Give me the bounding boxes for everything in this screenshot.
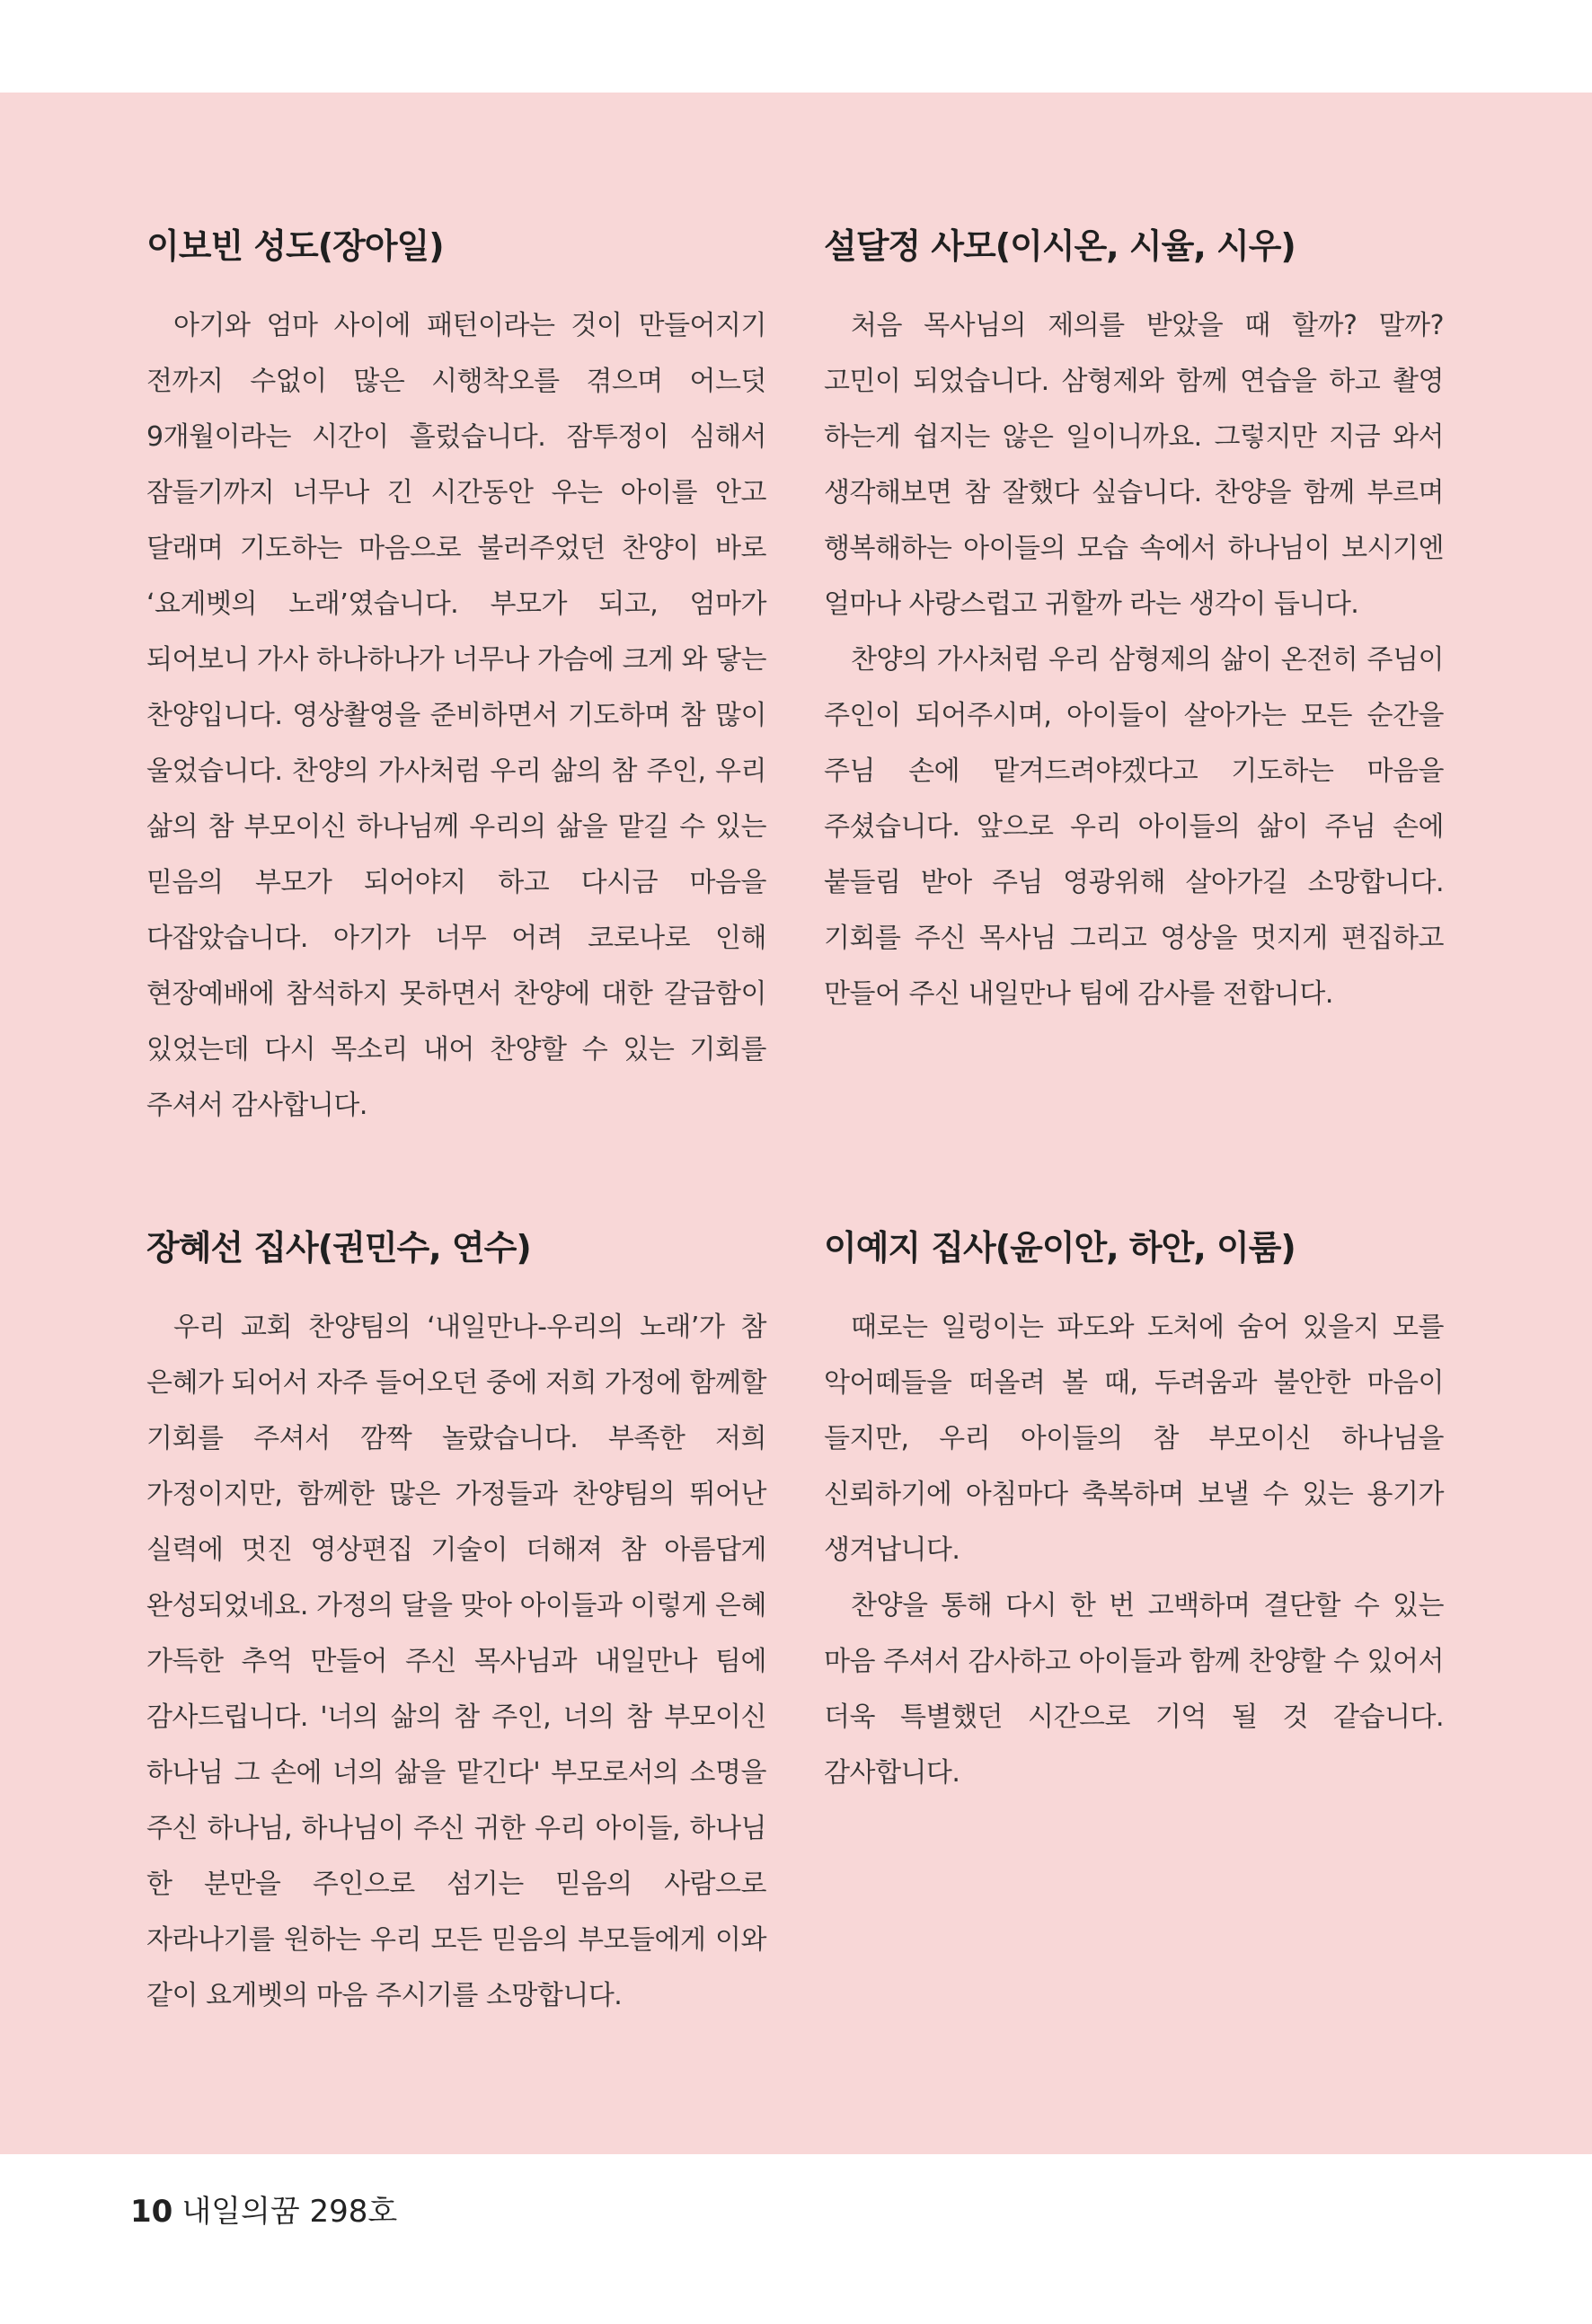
section-title: 이예지 집사(윤이안, 하안, 이룸) [824, 1228, 1296, 1268]
section-body-paragraph-2: 찬양의 가사처럼 우리 삼형제의 삶이 온전히 주님이 주인이 되어주시며, 아이들이 살아가는 모든 순간을 주님 손에 맡겨드려야겠다고 기도하는 마음을 주셨습니다. 앞으로 우리 아이들의 삶이 주님 손에 붙들림 받아 주님 영광위해 살아가길 소망합니다. 기회를 주신 목사님 그리고 영상을 멋지게 편집하고 만들어 주신 내일만나 팀에 감사를 전합니다. [824, 644, 1444, 1010]
testimony-section [824, 1226, 1444, 1801]
section-body: 우리 교회 찬양팀의 ‘내일만나-우리의 노래’가 참 은혜가 되어서 자주 들어오던 중에 저희 가정에 함께할 기회를 주셔서 깜짝 놀랐습니다. 부족한 저희 가정이지만, 함께한 많은 가정들과 찬양팀의 뛰어난 실력에 멋진 영상편집 기술이 더해져 참 아름답게 완성되었네요. 가정의 달을 맞아 아이들과 이렇게 은혜 가득한 추억 만들어 주신 목사님과 내일만나 팀에 감사드립니다. '너의 삶의 참 주인, 너의 참 부모이신 하나님 그 손에 너의 삶을 맡긴다' 부모로서의 소명을 주신 하나님, 하나님이 주신 귀한 우리 아이들, 하나님 한 분만을 주인으로 섬기는 믿음의 사람으로 자라나기를 원하는 우리 모든 믿음의 부모들에게 이와 같이 요게벳의 마음 주시기를 소망합니다. [146, 1312, 766, 2011]
testimony-section [146, 1226, 766, 2024]
section-body-paragraph-2: 찬양을 통해 다시 한 번 고백하며 결단할 수 있는 마음 주셔서 감사하고 아이들과 함께 찬양할 수 있어서 더욱 특별했던 시간으로 기억 될 것 같습니다. 감사합니다. [824, 1590, 1444, 1789]
publication-name: 내일의꿈 298호 [181, 2194, 398, 2230]
page-number: 10 [130, 2194, 173, 2230]
section-body: 처음 목사님의 제의를 받았을 때 할까? 말까? 고민이 되었습니다. 삼형제와 함께 연습을 하고 촬영 하는게 쉽지는 않은 일이니까요. 그렇지만 지금 와서 생각해보면 참 잘했다 싶습니다. 찬양을 함께 부르며 행복해하는 아이들의 모습 속에서 하나님이 보시기엔 얼마나 사랑스럽고 귀할까 라는 생각이 듭니다. [824, 310, 1444, 620]
section-title: 설달정 사모(이시온, 시율, 시우) [824, 226, 1296, 266]
section-title: 이보빈 성도(장아일) [146, 226, 444, 266]
page-footer [130, 2192, 397, 2231]
section-title: 장혜선 집사(권민수, 연수) [146, 1228, 531, 1268]
section-body: 아기와 엄마 사이에 패턴이라는 것이 만들어지기 전까지 수없이 많은 시행착오를 겪으며 어느덧 9개월이라는 시간이 흘렀습니다. 잠투정이 심해서 잠들기까지 너무나 긴 시간동안 우는 아이를 안고 달래며 기도하는 마음으로 불러주었던 찬양이 바로 ‘요게벳의 노래’였습니다. 부모가 되고, 엄마가 되어보니 가사 하나하나가 너무나 가슴에 크게 와 닿는 찬양입니다. 영상촬영을 준비하면서 기도하며 참 많이 울었습니다. 찬양의 가사처럼 우리 삶의 참 주인, 우리 삶의 참 부모이신 하나님께 우리의 삶을 맡길 수 있는 믿음의 부모가 되어야지 하고 다시금 마음을 다잡았습니다. 아기가 너무 어려 코로나로 인해 현장예배에 참석하지 못하면서 찬양에 대한 갈급함이 있었는데 다시 목소리 내어 찬양할 수 있는 기회를 주셔서 감사합니다. [146, 310, 766, 1121]
testimony-section [824, 225, 1444, 1022]
testimony-section [146, 225, 766, 1134]
section-body: 때로는 일렁이는 파도와 도처에 숨어 있을지 모를 악어떼들을 떠올려 볼 때, 두려움과 불안한 마음이 들지만, 우리 아이들의 참 부모이신 하나님을 신뢰하기에 아침마다 축복하며 보낼 수 있는 용기가 생겨납니다. [824, 1312, 1444, 1566]
